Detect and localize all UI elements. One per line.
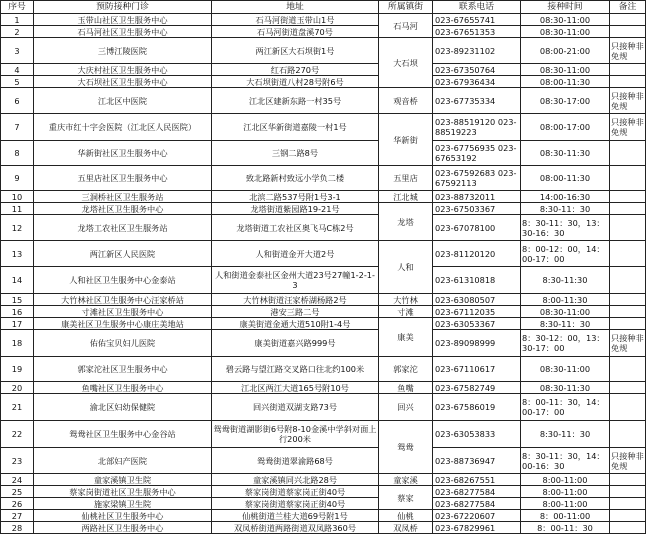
table-row [1,318,646,330]
hours: 8：00-11:00 [521,510,610,522]
clinic-address: 龙塔街道紫园路19-21号 [212,203,379,215]
phone: 023-67503367 [433,203,521,215]
clinic-name: 人和社区卫生服务中心金泰站 [34,267,212,294]
table-row [1,166,646,191]
note [610,498,646,510]
clinic-name: 鸳鸯社区卫生服务中心金谷站 [34,421,212,448]
row-no: 23 [1,448,34,474]
note: 只接种非免规 [610,38,646,64]
row-no: 6 [1,88,34,114]
clinic-address: 鸳鸯街道湖影街6号附8-10金溪中学斜对面上行200米 [212,421,379,448]
table-row [1,522,646,534]
town-cell: 郭家沱 [379,357,433,382]
hours: 8:00-11:30 [521,294,610,306]
note: 只接种非免规 [610,88,646,114]
table-row [1,474,646,486]
row-no: 18 [1,330,34,357]
clinic-address: 双凤桥街道两路街道双凤路360号 [212,522,379,534]
phone: 023-67592683 023-67592113 [433,166,521,191]
phone: 023-89098999 [433,330,521,357]
hours: 8：00-11：30 [521,522,610,534]
note [610,14,646,26]
clinic-address: 红石路270号 [212,64,379,76]
phone: 023-63053367 [433,318,521,330]
table-row [1,267,646,294]
table-row [1,76,646,88]
table-row [1,394,646,421]
note [610,141,646,166]
clinic-name: 五里店社区卫生服务中心 [34,166,212,191]
note [610,166,646,191]
town-cell: 龙塔 [379,203,433,241]
note: 只接种非免规 [610,330,646,357]
note [610,510,646,522]
table-row [1,14,646,26]
hours: 8：30-11：30，13：30-16：30 [521,215,610,241]
note [610,421,646,448]
clinic-address: 江北区华新街道嘉陵一村1号 [212,114,379,141]
table-row [1,498,646,510]
hours: 08:30-11:30 [521,141,610,166]
row-no: 13 [1,241,34,267]
hours: 8：30-12：00，13：30-17：00 [521,330,610,357]
clinic-address: 北滨二路537号附1号3-1 [212,191,379,203]
note [610,522,646,534]
clinic-address: 碧云路与望江路交叉路口往北约100米 [212,357,379,382]
note [610,294,646,306]
note [610,26,646,38]
clinic-address: 致北路新村致远小学负二楼 [212,166,379,191]
clinic-name: 郭家沱社区卫生服务中心 [34,357,212,382]
row-no: 4 [1,64,34,76]
phone: 023-61310818 [433,267,521,294]
hours: 8:00-11:00 [521,474,610,486]
hours: 14:00-16:30 [521,191,610,203]
phone: 023-67651353 [433,26,521,38]
hours: 8：30-11：30，14：00-16：30 [521,448,610,474]
note [610,191,646,203]
row-no: 25 [1,486,34,498]
hours: 8:30-11：30 [521,318,610,330]
town-cell: 回兴 [379,394,433,421]
hours: 8:30-11：30 [521,203,610,215]
hours: 08:00-11:30 [521,76,610,88]
table-row [1,330,646,357]
phone: 023-67078100 [433,215,521,241]
town-cell: 人和 [379,241,433,294]
row-no: 5 [1,76,34,88]
clinic-name: 华新街社区卫生服务中心 [34,141,212,166]
hours: 8：00-12：00，14：00-17：00 [521,241,610,267]
phone: 023-68277584 [433,498,521,510]
row-no: 22 [1,421,34,448]
phone: 023-88732011 [433,191,521,203]
table-row [1,38,646,64]
hours: 8:00-11:00 [521,498,610,510]
table-row [1,241,646,267]
phone: 023-67829961 [433,522,521,534]
town-cell: 江北城 [379,191,433,203]
clinic-address: 大石坝街道八村28号附6号 [212,76,379,88]
town-cell: 双凤桥 [379,522,433,534]
clinic-name: 江北区中医院 [34,88,212,114]
clinic-name: 两江新区人民医院 [34,241,212,267]
clinic-address: 蔡家岗街道蔡家岗正街40号 [212,486,379,498]
note: 只接种非免规 [610,114,646,141]
table-row [1,191,646,203]
row-no: 2 [1,26,34,38]
hours: 08:30-11:00 [521,64,610,76]
town-cell: 华新街 [379,114,433,166]
town-cell: 康美 [379,318,433,357]
town-cell: 蔡家 [379,486,433,510]
row-no: 9 [1,166,34,191]
hours: 08:30-11:30 [521,382,610,394]
clinic-name: 佑佑宝贝妇儿医院 [34,330,212,357]
note [610,64,646,76]
note [610,241,646,267]
clinic-name: 大竹林社区卫生服务中心汪家桥站 [34,294,212,306]
note [610,382,646,394]
town-cell: 鸳鸯 [379,421,433,474]
header-no: 序号 [1,1,34,14]
row-no: 20 [1,382,34,394]
row-no: 1 [1,14,34,26]
note [610,215,646,241]
town-cell: 石马河 [379,14,433,38]
hours: 8:30-11：30 [521,421,610,448]
note [610,203,646,215]
phone: 023-68277584 [433,486,521,498]
clinic-name: 玉带山社区卫生服务中心 [34,14,212,26]
clinic-address: 康美街道金通大道510附1-4号 [212,318,379,330]
clinic-name: 重庆市红十字会医院（江北区人民医院） [34,114,212,141]
phone: 023-67936434 [433,76,521,88]
clinic-name: 大石坝社区卫生服务中心 [34,76,212,88]
row-no: 21 [1,394,34,421]
note [610,486,646,498]
header-phone: 联系电话 [433,1,521,14]
table-row [1,448,646,474]
hours: 08:00-21:00 [521,38,610,64]
row-no: 19 [1,357,34,382]
note [610,306,646,318]
hours: 08:30-11:00 [521,26,610,38]
row-no: 27 [1,510,34,522]
table-row [1,306,646,318]
clinic-address: 回兴街道双湖支路73号 [212,394,379,421]
phone: 023-88736947 [433,448,521,474]
table-row [1,421,646,448]
hours: 8:30-11:30 [521,267,610,294]
header-address: 地址 [212,1,379,14]
table-row [1,64,646,76]
phone: 023-63053833 [433,421,521,448]
phone: 023-67586019 [433,394,521,421]
clinic-name: 两路社区卫生服务中心 [34,522,212,534]
row-no: 12 [1,215,34,241]
clinic-address: 仙桃街道兰桂大道69号附1号 [212,510,379,522]
clinic-address: 蔡家岗街道蔡家岗正街40号 [212,498,379,510]
clinic-address: 三钢二路8号 [212,141,379,166]
phone: 023-67582749 [433,382,521,394]
clinic-address: 江北区两江大道165号附10号 [212,382,379,394]
phone: 023-68267551 [433,474,521,486]
header-note: 备注 [610,1,646,14]
note [610,357,646,382]
note [610,318,646,330]
clinic-address: 龙塔街道工农社区奥飞马C栋2号 [212,215,379,241]
phone: 023-89231102 [433,38,521,64]
phone: 023-67112035 [433,306,521,318]
table-row [1,141,646,166]
row-no: 10 [1,191,34,203]
town-cell: 大竹林 [379,294,433,306]
clinic-name: 蔡家岗街道社区卫生服务中心 [34,486,212,498]
clinic-address: 两江新区大石坝街1号 [212,38,379,64]
clinic-address: 康美街道嘉兴路999号 [212,330,379,357]
town-cell: 观音桥 [379,88,433,114]
table-row [1,114,646,141]
note: 只接种非免规 [610,448,646,474]
table-row [1,486,646,498]
phone: 023-67735334 [433,88,521,114]
clinic-name: 鱼嘴社区卫生服务中心 [34,382,212,394]
row-no: 11 [1,203,34,215]
town-cell: 仙桃 [379,510,433,522]
clinic-name: 康美社区卫生服务中心康庄美地站 [34,318,212,330]
row-no: 17 [1,318,34,330]
clinic-name: 北部妇产医院 [34,448,212,474]
hours: 8:00-11:00 [521,486,610,498]
header-town: 所属镇街 [379,1,433,14]
note [610,394,646,421]
clinic-name: 三洞桥社区卫生服务站 [34,191,212,203]
row-no: 7 [1,114,34,141]
clinic-name: 施家梁镇卫生院 [34,498,212,510]
row-no: 24 [1,474,34,486]
header-row [1,1,646,14]
table-row [1,382,646,394]
clinic-name: 仙桃社区卫生服务中心 [34,510,212,522]
table-row [1,88,646,114]
clinic-address: 童家溪镇同兴北路28号 [212,474,379,486]
header-clinic: 预防接种门诊 [34,1,212,14]
hours: 08:30-17:00 [521,88,610,114]
note [610,474,646,486]
hours: 08:00-17:00 [521,114,610,141]
town-cell: 童家溪 [379,474,433,486]
table-row [1,26,646,38]
note [610,267,646,294]
hours: 08:30-11:00 [521,14,610,26]
clinic-address: 人和街道金泰社区金州大道23号27幢1-2-1-3 [212,267,379,294]
table-row [1,357,646,382]
phone: 023-67350764 [433,64,521,76]
phone: 023-67110617 [433,357,521,382]
clinic-address: 江北区建新东路一村35号 [212,88,379,114]
row-no: 8 [1,141,34,166]
note [610,76,646,88]
row-no: 28 [1,522,34,534]
clinic-address: 石马河街道玉带山1号 [212,14,379,26]
clinic-name: 龙塔社区卫生服务中心 [34,203,212,215]
table-row [1,294,646,306]
row-no: 14 [1,267,34,294]
row-no: 26 [1,498,34,510]
phone: 023-88519120 023-88519223 [433,114,521,141]
hours: 08:00-11:30 [521,166,610,191]
row-no: 3 [1,38,34,64]
row-no: 16 [1,306,34,318]
phone: 023-67655741 [433,14,521,26]
town-cell: 寸滩 [379,306,433,318]
clinic-address: 港安三路二号 [212,306,379,318]
hours: 08:30-11:00 [521,306,610,318]
table-row [1,510,646,522]
clinic-name: 三博江陵医院 [34,38,212,64]
town-cell: 鱼嘴 [379,382,433,394]
clinic-name: 渝北区妇幼保健院 [34,394,212,421]
phone: 023-67220607 [433,510,521,522]
clinic-address: 大竹林街道汪家桥湖杨路2号 [212,294,379,306]
clinic-address: 人和街道金开大道2号 [212,241,379,267]
clinic-address: 鸳鸯街道翠渝路68号 [212,448,379,474]
clinic-name: 童家溪镇卫生院 [34,474,212,486]
clinic-name: 石马河社区卫生服务中心 [34,26,212,38]
town-cell: 大石坝 [379,38,433,88]
hours: 08:30-11:00 [521,357,610,382]
clinic-name: 龙塔工农社区卫生服务站 [34,215,212,241]
table-row [1,215,646,241]
clinic-address: 石马河街道盘溪70号 [212,26,379,38]
phone: 023-63080507 [433,294,521,306]
row-no: 15 [1,294,34,306]
clinic-name: 寸滩社区卫生服务中心 [34,306,212,318]
table-row [1,203,646,215]
clinic-name: 大庆村社区卫生服务中心 [34,64,212,76]
phone: 023-81120120 [433,241,521,267]
town-cell: 五里店 [379,166,433,191]
header-time: 接种时间 [521,1,610,14]
phone: 023-67756935 023-67653192 [433,141,521,166]
hours: 8：00-11：30，14：00-17：00 [521,394,610,421]
